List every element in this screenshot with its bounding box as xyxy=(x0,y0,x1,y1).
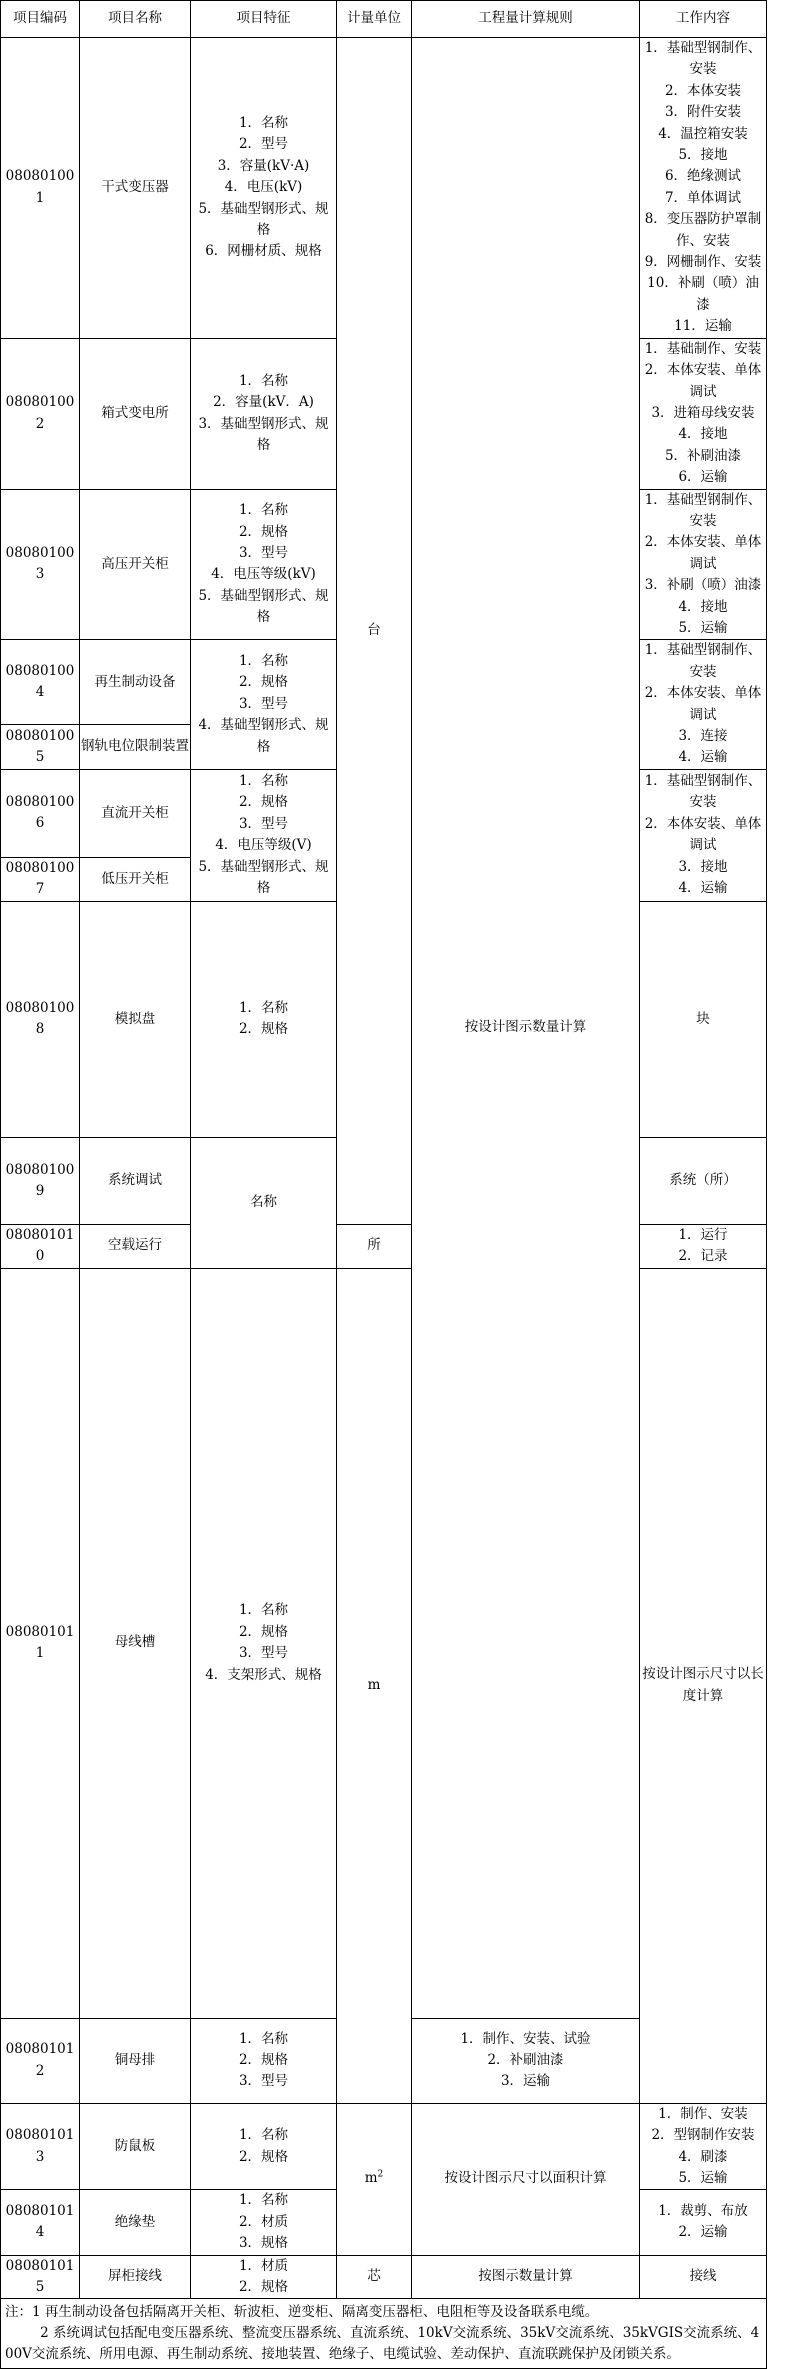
item-name: 高压开关柜 xyxy=(80,489,191,640)
list-line: 2．型号 xyxy=(238,136,289,153)
list-line: 5．补刷油漆 xyxy=(664,447,742,464)
item-code: 080801015 xyxy=(1,2255,80,2299)
list-line: 6．网栅材质、规格 xyxy=(205,243,322,260)
list-line: 3．型号 xyxy=(238,815,289,832)
list-line: 2．运输 xyxy=(678,2224,728,2241)
list-line: 6．运输 xyxy=(678,469,728,486)
note-line-2: 2 系统调试包括配电变压器系统、整流变压器系统、直流系统、10kV交流系统、35kV交流系统、35kVGIS交流系统、400V交流系统、所用电源、再生制动系统、接地装置、绝缘子、电缆试验、差动保护、直流联跳保护及闭锁关系。 xyxy=(5,2325,760,2363)
list-line: 2．规格 xyxy=(238,2148,289,2165)
list-line: 2．记录 xyxy=(678,1248,728,1265)
item-features xyxy=(191,338,337,489)
list-line: 9．网栅制作、安装 xyxy=(644,254,762,271)
list-line: 3．附件安装 xyxy=(664,104,742,121)
list-line: 3．型号 xyxy=(238,545,289,562)
footnote xyxy=(1,2299,767,2369)
list-line: 1．名称 xyxy=(238,773,289,789)
item-name: 空载运行 xyxy=(80,1224,191,1268)
table-row xyxy=(1,2255,767,2299)
list-line: 4．运输 xyxy=(678,749,728,766)
list-line: 1．名称 xyxy=(238,114,289,131)
list-line: 2．规格 xyxy=(238,794,289,811)
item-features xyxy=(191,489,337,640)
list-line: 1．制作、安装 xyxy=(658,2105,748,2122)
item-name: 铜母排 xyxy=(80,2018,191,2103)
unit-cell: 芯 xyxy=(337,2255,412,2299)
list-line: 2．容量(kV．A) xyxy=(213,394,314,411)
list-line: 4．接地 xyxy=(678,598,728,615)
item-code: 080801004 xyxy=(1,640,80,725)
list-line: 2．规格 xyxy=(238,1021,289,1038)
list-line: 2．本体安装、单体调试 xyxy=(644,815,762,854)
list-line: 2．补刷油漆 xyxy=(487,2052,564,2069)
list-line: 2．本体安装、单体调试 xyxy=(644,685,762,723)
unit-m2-base: m xyxy=(364,2170,378,2187)
table-row xyxy=(1,2103,767,2190)
item-code: 080801007 xyxy=(1,857,80,901)
list-line: 1．基础型钢制作、安装 xyxy=(644,40,762,78)
list-line: 1．名称 xyxy=(238,372,289,389)
list-line: 1．名称 xyxy=(238,1602,289,1619)
list-line: 10．补刷（喷）油漆 xyxy=(647,275,759,313)
list-line: 1．运行 xyxy=(678,1226,728,1243)
note-row xyxy=(1,2299,767,2369)
item-name: 再生制动设备 xyxy=(80,640,191,725)
item-name: 母线槽 xyxy=(80,1268,191,2018)
list-line: 3．补刷（喷）油漆 xyxy=(644,577,762,594)
item-code: 080801002 xyxy=(1,338,80,489)
list-line: 3．型号 xyxy=(238,2073,289,2090)
item-features xyxy=(191,1268,337,2018)
list-line: 4．电压等级(kV) xyxy=(211,566,316,583)
item-name: 系统调试 xyxy=(80,1138,191,1225)
item-features xyxy=(191,2190,337,2255)
list-line: 3．型号 xyxy=(238,695,289,712)
item-work xyxy=(640,2255,767,2299)
list-line: 3．基础型钢形式、规格 xyxy=(198,415,329,454)
list-line: 2．本体安装 xyxy=(664,82,742,99)
list-line: 2．型钢制作安装 xyxy=(651,2127,755,2144)
list-line: 4．基础型钢形式、规格 xyxy=(198,717,329,755)
header-features: 项目特征 xyxy=(191,1,337,38)
list-line: 6．绝缘测试 xyxy=(664,168,742,185)
list-line: 1．材质 xyxy=(238,2257,289,2274)
item-code: 080801003 xyxy=(1,489,80,640)
list-line: 4．接地 xyxy=(678,426,728,443)
item-name: 低压开关柜 xyxy=(80,857,191,901)
item-work xyxy=(640,1224,767,1268)
list-line: 1．名称 xyxy=(238,2030,289,2047)
item-work xyxy=(640,2190,767,2255)
header-name: 项目名称 xyxy=(80,1,191,38)
item-work xyxy=(412,2018,640,2103)
list-line: 3．型号 xyxy=(238,1645,289,1662)
item-name: 箱式变电所 xyxy=(80,338,191,489)
header-work: 工作内容 xyxy=(640,1,767,38)
list-line: 2．本体安装、单体调试 xyxy=(644,534,762,572)
item-code: 080801012 xyxy=(1,2018,80,2103)
list-line: 1．基础型钢制作、安装 xyxy=(644,773,762,811)
list-line: 2．规格 xyxy=(238,2279,289,2295)
item-features xyxy=(191,769,337,901)
list-line: 3．进箱母线安装 xyxy=(651,404,755,421)
list-line: 1．基础制作、安装 xyxy=(644,340,762,357)
item-code: 080801013 xyxy=(1,2103,80,2190)
note-line-1: 注：1 再生制动设备包括隔离开关柜、斩波柜、逆变柜、隔离变压器柜、电阻柜等及设备联系电缆。 xyxy=(5,2304,599,2321)
item-work xyxy=(640,640,767,769)
unit-cell: m xyxy=(337,1268,412,2103)
list-line: 1．基础型钢制作、安装 xyxy=(644,642,762,680)
header-rule: 工程量计算规则 xyxy=(412,1,640,38)
unit-cell: 所 xyxy=(337,1224,412,1268)
table-row xyxy=(1,38,767,339)
item-code: 080801001 xyxy=(1,38,80,339)
list-line: 8．变压器防护罩制作、安装 xyxy=(644,211,762,249)
list-line: 名称 xyxy=(250,1194,277,1211)
table-row xyxy=(1,1224,767,1268)
rule-cell: 按设计图示尺寸以面积计算 xyxy=(412,2103,640,2255)
item-name: 钢轨电位限制装置 xyxy=(80,725,191,769)
list-line: 2．规格 xyxy=(238,674,289,691)
header-unit: 计量单位 xyxy=(337,1,412,38)
list-line: 1．名称 xyxy=(238,999,289,1016)
item-name: 干式变压器 xyxy=(80,38,191,339)
item-features xyxy=(191,2018,337,2103)
list-line: 5．基础型钢形式、规格 xyxy=(198,200,329,238)
list-line: 3．连接 xyxy=(678,728,728,744)
list-line: 1．名称 xyxy=(238,653,289,670)
list-line: 1．名称 xyxy=(238,2127,289,2144)
list-line: 4．电压(kV) xyxy=(224,179,303,196)
list-line: 2．规格 xyxy=(238,523,289,540)
list-line: 4．电压等级(V) xyxy=(215,837,312,854)
list-line: 5．运输 xyxy=(678,619,728,636)
unit-cell: 系统（所） xyxy=(640,1138,767,1225)
item-name: 直流开关柜 xyxy=(80,769,191,857)
list-line: 2．本体安装、单体调试 xyxy=(644,362,762,400)
list-line: 1．制作、安装、试验 xyxy=(460,2030,591,2047)
unit-cell xyxy=(337,2103,412,2255)
item-features xyxy=(191,38,337,339)
item-code: 080801009 xyxy=(1,1138,80,1225)
rule-cell: 按设计图示数量计算 xyxy=(412,38,640,2019)
item-name: 防鼠板 xyxy=(80,2103,191,2190)
list-line: 2．规格 xyxy=(238,1623,289,1640)
list-line: 3．接地 xyxy=(678,858,728,875)
unit-cell: 台 xyxy=(337,38,412,1225)
list-line: 3．运输 xyxy=(500,2073,551,2090)
table-row xyxy=(1,1268,767,2018)
list-line: 5．接地 xyxy=(678,147,728,164)
item-work xyxy=(640,769,767,901)
item-work xyxy=(640,338,767,489)
rule-cell: 按设计图示尺寸以长度计算 xyxy=(640,1268,767,2103)
item-name: 屏柜接线 xyxy=(80,2255,191,2299)
rule-cell: 按图示数量计算 xyxy=(412,2255,640,2299)
header-code: 项目编码 xyxy=(1,1,80,38)
list-line: 5．运输 xyxy=(678,2169,728,2186)
list-line: 11．运输 xyxy=(674,318,732,335)
list-line: 5．基础型钢形式、规格 xyxy=(198,587,329,626)
unit-m2-exponent: 2 xyxy=(377,2169,384,2180)
header-row xyxy=(1,1,767,38)
list-line: 1．名称 xyxy=(238,502,289,519)
list-line: 4．温控箱安装 xyxy=(658,125,748,142)
list-line: 1．基础型钢制作、安装 xyxy=(644,491,762,529)
list-line: 2．材质 xyxy=(238,2213,289,2230)
list-line: 7．单体调试 xyxy=(664,189,742,206)
list-line: 1．裁剪、布放 xyxy=(658,2203,748,2220)
list-line: 4．运输 xyxy=(678,880,728,897)
item-features xyxy=(191,2103,337,2190)
item-features xyxy=(191,2255,337,2299)
item-name: 绝缘垫 xyxy=(80,2190,191,2255)
list-line: 4．支架形式、规格 xyxy=(205,1666,322,1683)
item-name: 模拟盘 xyxy=(80,901,191,1137)
item-code: 080801014 xyxy=(1,2190,80,2255)
item-work xyxy=(640,489,767,640)
item-features xyxy=(191,901,337,1137)
item-features xyxy=(191,1138,337,1268)
list-line: 接线 xyxy=(689,2268,717,2285)
list-line: 4．刷漆 xyxy=(678,2148,728,2165)
item-features xyxy=(191,640,337,769)
item-work xyxy=(640,2103,767,2190)
item-code: 080801006 xyxy=(1,769,80,857)
item-work xyxy=(640,38,767,339)
item-code: 080801011 xyxy=(1,1268,80,2018)
item-code: 080801010 xyxy=(1,1224,80,1268)
list-line: 1．名称 xyxy=(238,2192,289,2209)
item-code: 080801005 xyxy=(1,725,80,769)
list-line: 5．基础型钢形式、规格 xyxy=(198,858,329,897)
list-line: 3．规格 xyxy=(238,2235,289,2252)
unit-cell: 块 xyxy=(640,901,767,1137)
item-code: 080801008 xyxy=(1,901,80,1137)
list-line: 2．规格 xyxy=(238,2052,289,2069)
list-line: 3．容量(kV·A) xyxy=(217,157,310,174)
